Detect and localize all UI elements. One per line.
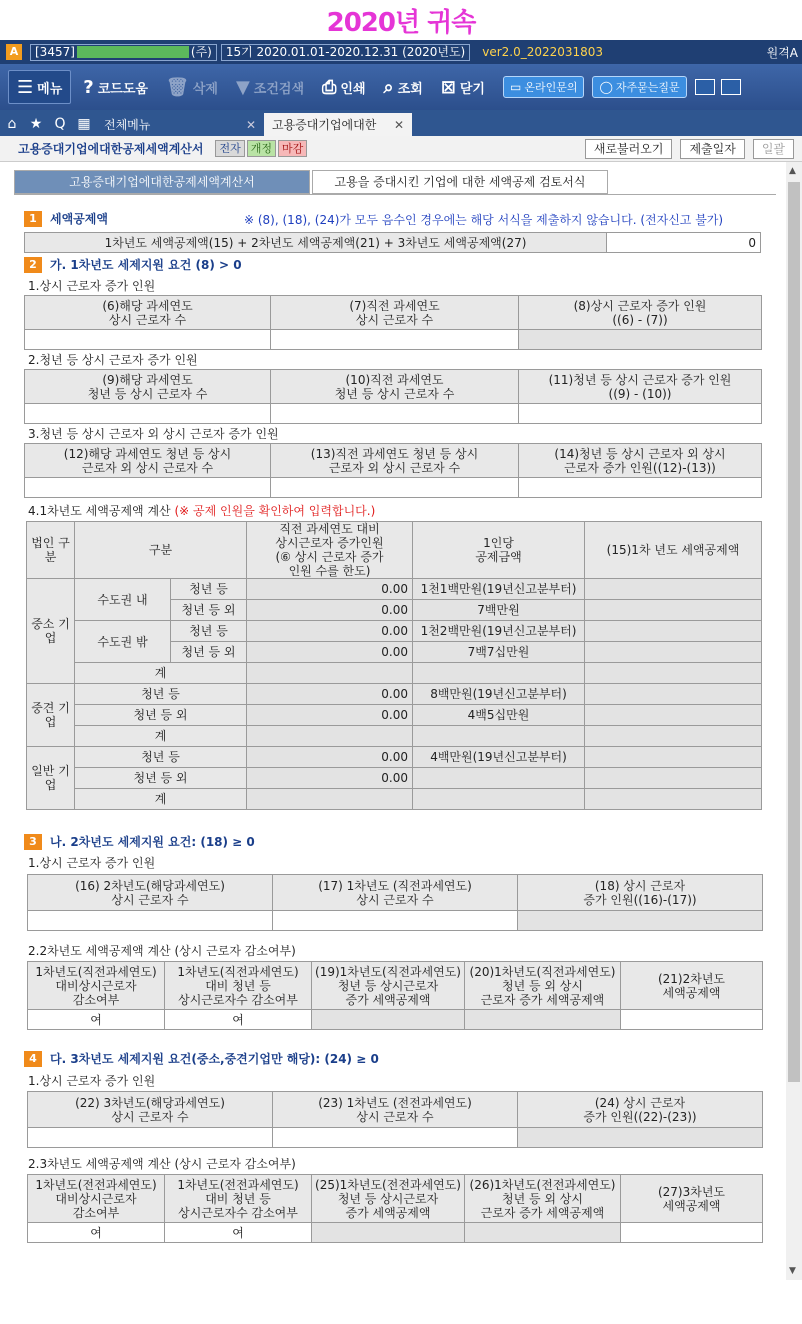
hdr-corp-type: 법인 구분 bbox=[27, 522, 75, 579]
section-2-title: 가. 1차년도 세제지원 요건 (8) > 0 bbox=[50, 258, 242, 272]
amt-general-other bbox=[413, 768, 585, 789]
hdr-category: 구분 bbox=[75, 522, 247, 579]
credit-sme-out-other bbox=[585, 642, 762, 663]
row-metro-in: 수도권 내 bbox=[75, 579, 171, 621]
field-11 bbox=[519, 404, 762, 424]
hamburger-icon: ☰ bbox=[17, 76, 34, 98]
col-14-line1: (14)청년 등 상시 근로자 외 상시 bbox=[554, 446, 726, 461]
sec2-sub4-note: (※ 공제 인원을 확인하여 입력합니다.) bbox=[174, 504, 376, 518]
search-icon: ⌕ bbox=[383, 76, 394, 98]
year-banner bbox=[0, 0, 802, 40]
field-23[interactable] bbox=[273, 1128, 518, 1148]
hdr-y3-decrease-3: 감소여부 bbox=[72, 1205, 120, 1220]
col-16-line2: 상시 근로자 수 bbox=[111, 892, 189, 907]
col-8-header bbox=[519, 296, 762, 330]
amt-mid-total bbox=[413, 726, 585, 747]
col-7-header bbox=[271, 296, 519, 330]
hdr-y2-decrease-3: 감소여부 bbox=[72, 992, 120, 1007]
delete-button[interactable] bbox=[166, 77, 218, 98]
home-icon[interactable]: ⌂ bbox=[7, 116, 17, 132]
hdr-21 bbox=[621, 962, 763, 1010]
funnel-icon: ▼ bbox=[235, 76, 250, 98]
sec2-sub2-table bbox=[24, 369, 762, 424]
col-8-line1: (8)상시 근로자 증가 인원 bbox=[573, 298, 707, 313]
hdr-y2-youth-decrease-3: 상시근로자수 감소여부 bbox=[178, 992, 298, 1007]
hdr-25-3: 증가 세액공제액 bbox=[345, 1205, 431, 1220]
field-22[interactable] bbox=[28, 1128, 273, 1148]
val-mid-other[interactable]: 0.00 bbox=[247, 705, 413, 726]
credit-mid-total bbox=[585, 726, 762, 747]
remote-text[interactable]: 원격A bbox=[766, 45, 798, 60]
sec3-sub1-label: 1.상시 근로자 증가 인원 bbox=[28, 856, 156, 870]
row-mid: 중견 기업 bbox=[27, 684, 75, 747]
year-banner-text: 2020년 귀속 bbox=[326, 7, 476, 38]
hdr-amount-2: 공제금액 bbox=[475, 550, 522, 564]
question-icon: ? bbox=[83, 76, 94, 98]
col-18-header bbox=[518, 875, 763, 911]
row-general: 일반 기업 bbox=[27, 747, 75, 810]
row-general-total: 계 bbox=[75, 789, 247, 810]
hdr-y2-decrease-1: 1차년도(직전과세연도) bbox=[35, 964, 157, 979]
badge-closed: 마감 bbox=[278, 140, 307, 157]
amt-general-youth: 4백만원(19년신고분부터) bbox=[413, 747, 585, 768]
amt-general-total bbox=[413, 789, 585, 810]
hdr-26 bbox=[465, 1175, 621, 1223]
val-general-other[interactable]: 0.00 bbox=[247, 768, 413, 789]
hdr-19 bbox=[312, 962, 465, 1010]
hdr-25 bbox=[312, 1175, 465, 1223]
submit-date-button[interactable]: 제출일자 bbox=[680, 139, 744, 159]
hdr-27-1: (27)3차년도 bbox=[657, 1184, 726, 1199]
sec2-sub3-table bbox=[24, 443, 762, 498]
col-12-line2: 근로자 외 상시 근로자 수 bbox=[81, 460, 214, 475]
version-text: ver2.0_2022031803 bbox=[482, 45, 604, 59]
sec4-sub1-label: 1.상시 근로자 증가 인원 bbox=[28, 1074, 156, 1088]
val-sme-out-youth[interactable]: 0.00 bbox=[247, 621, 413, 642]
layout-toggle-2-icon[interactable] bbox=[721, 79, 741, 95]
sec2-sub4-label bbox=[28, 502, 375, 519]
row-general-other: 청년 등 외 bbox=[75, 768, 247, 789]
hdr-increase-3: (⑥ 상시 근로자 증가 bbox=[275, 550, 384, 564]
col-13-header bbox=[271, 444, 519, 478]
faq-button[interactable] bbox=[592, 76, 686, 98]
credit-general-total bbox=[585, 789, 762, 810]
faq-label: 자주묻는질문 bbox=[615, 81, 680, 94]
col-6-line1: (6)해당 과세연도 bbox=[102, 298, 193, 313]
hdr-20-1: (20)1차년도(직전과세연도) bbox=[469, 964, 616, 979]
search-tab-icon[interactable]: Q bbox=[54, 116, 66, 132]
section-4-title: 다. 3차년도 세제지원 요건(중소,중견기업만 해당): (24) ≥ 0 bbox=[50, 1052, 379, 1066]
hdr-amount-1: 1인당 bbox=[483, 536, 514, 550]
hdr-credit-15: (15)1차 년도 세액공제액 bbox=[585, 522, 762, 579]
close-active-tab-icon[interactable]: ✕ bbox=[393, 117, 404, 132]
menu-button[interactable] bbox=[8, 70, 71, 104]
col-12-header bbox=[25, 444, 271, 478]
col-18-line1: (18) 상시 근로자 bbox=[594, 878, 686, 893]
col-22-header bbox=[28, 1092, 273, 1128]
val-sme-in-youth[interactable]: 0.00 bbox=[247, 579, 413, 600]
amt-sme-out-other: 7백7십만원 bbox=[413, 642, 585, 663]
hdr-19-2: 청년 등 상시근로자 bbox=[337, 978, 439, 993]
hdr-y2-decrease bbox=[28, 962, 165, 1010]
tab-all-menu[interactable] bbox=[96, 113, 264, 136]
row-sme-out-youth: 청년 등 bbox=[171, 621, 247, 642]
section-1-title: 세액공제액 bbox=[50, 212, 108, 226]
y2-youth-decrease-select[interactable]: 여 bbox=[165, 1010, 312, 1030]
tab-bar bbox=[0, 110, 802, 136]
field-18 bbox=[518, 911, 763, 931]
field-10[interactable] bbox=[271, 404, 519, 424]
hdr-y3-youth-decrease-3: 상시근로자수 감소여부 bbox=[178, 1205, 298, 1220]
row-sme-out-other: 청년 등 외 bbox=[171, 642, 247, 663]
title-bar bbox=[0, 40, 802, 64]
hdr-y3-decrease-1: 1차년도(전전과세연도) bbox=[35, 1177, 157, 1192]
first-year-credit-table bbox=[26, 521, 762, 810]
hdr-y2-youth-decrease bbox=[165, 962, 312, 1010]
hdr-21-1: (21)2차년도 bbox=[657, 971, 726, 986]
section-1-table bbox=[24, 232, 761, 253]
sec4-sub1-table bbox=[27, 1091, 763, 1148]
field-13[interactable] bbox=[271, 478, 519, 498]
section-3-title: 나. 2차년도 세제지원 요건: (18) ≥ 0 bbox=[50, 835, 255, 849]
col-10-line2: 청년 등 상시 근로자 수 bbox=[334, 386, 455, 401]
hdr-27-2: 세액공제액 bbox=[662, 1198, 721, 1213]
col-16-line1: (16) 2차년도(해당과세연도) bbox=[75, 878, 225, 893]
col-22-line1: (22) 3차년도(해당과세연도) bbox=[75, 1095, 225, 1110]
tab-divider bbox=[14, 194, 776, 195]
col-24-header bbox=[518, 1092, 763, 1128]
search-button[interactable] bbox=[384, 77, 423, 98]
close-button[interactable] bbox=[441, 77, 485, 98]
row-mid-total: 계 bbox=[75, 726, 247, 747]
val-sme-out-other[interactable]: 0.00 bbox=[247, 642, 413, 663]
hdr-26-3: 근로자 증가 세액공제액 bbox=[480, 1205, 605, 1220]
col-9-line2: 청년 등 상시 근로자 수 bbox=[87, 386, 208, 401]
badge-revised: 개정 bbox=[247, 140, 276, 157]
hdr-19-3: 증가 세액공제액 bbox=[345, 992, 431, 1007]
row-sme-in-other: 청년 등 외 bbox=[171, 600, 247, 621]
row-mid-youth: 청년 등 bbox=[75, 684, 247, 705]
col-14-header bbox=[519, 444, 762, 478]
col-6-header bbox=[25, 296, 271, 330]
amt-mid-youth: 8백만원(19년신고분부터) bbox=[413, 684, 585, 705]
section-1-note: ※ (8), (18), (24)가 모두 음수인 경우에는 해당 서식을 제출하지 않습니다. (전자신고 불가) bbox=[244, 213, 724, 227]
filter-label: 조건검색 bbox=[253, 81, 305, 97]
col-23-header bbox=[273, 1092, 518, 1128]
company-box[interactable] bbox=[30, 44, 217, 61]
field-21 bbox=[621, 1010, 763, 1030]
search-label: 조회 bbox=[397, 81, 423, 97]
col-13-line1: (13)직전 과세연도 청년 등 상시 bbox=[310, 446, 479, 461]
sec4-sub2-label: 2.3차년도 세액공제액 계산 (상시 근로자 감소여부) bbox=[28, 1157, 296, 1171]
sec3-sub1-table bbox=[27, 874, 763, 931]
section-4-number: 4 bbox=[24, 1051, 42, 1067]
col-7-line1: (7)직전 과세연도 bbox=[349, 298, 440, 313]
hdr-26-2: 청년 등 외 상시 bbox=[502, 1191, 583, 1206]
col-11-line2: ((9) - (10)) bbox=[608, 386, 672, 401]
row-sme: 중소 기업 bbox=[27, 579, 75, 684]
field-27 bbox=[621, 1223, 763, 1243]
col-17-line1: (17) 1차년도 (직전과세연도) bbox=[318, 878, 472, 893]
val-mid-total bbox=[247, 726, 413, 747]
val-mid-youth[interactable]: 0.00 bbox=[247, 684, 413, 705]
print-label: 인쇄 bbox=[340, 81, 366, 97]
hdr-y3-youth-decrease-2: 대비 청년 등 bbox=[205, 1191, 271, 1206]
batch-button[interactable]: 일괄 bbox=[753, 139, 794, 159]
val-sme-in-other[interactable]: 0.00 bbox=[247, 600, 413, 621]
hdr-20 bbox=[465, 962, 621, 1010]
period-box[interactable] bbox=[221, 44, 470, 61]
company-code: [3457] bbox=[35, 44, 75, 59]
menu-label: 메뉴 bbox=[37, 81, 63, 97]
section-1-number: 1 bbox=[24, 211, 42, 227]
hdr-20-2: 청년 등 외 상시 bbox=[502, 978, 583, 993]
credit-general-other bbox=[585, 768, 762, 789]
form-tab-calc[interactable]: 고용증대기업에대한공제세액계산서 bbox=[14, 170, 310, 194]
col-24-line1: (24) 상시 근로자 bbox=[594, 1095, 686, 1110]
col-14-line2: 근로자 증가 인원((12)-(13)) bbox=[564, 460, 716, 475]
field-25 bbox=[312, 1223, 465, 1243]
section-1-header bbox=[24, 210, 108, 227]
hdr-increase bbox=[247, 522, 413, 579]
form-header bbox=[0, 136, 802, 162]
credit-sme-in-youth bbox=[585, 579, 762, 600]
total-credit-value[interactable]: 0 bbox=[607, 233, 761, 253]
field-14 bbox=[519, 478, 762, 498]
section-3-number: 3 bbox=[24, 834, 42, 850]
hdr-21-2: 세액공제액 bbox=[662, 985, 721, 1000]
col-6-line2: 상시 근로자 수 bbox=[108, 312, 187, 327]
col-24-line2: 증가 인원((22)-(23)) bbox=[583, 1109, 697, 1124]
online-inquiry-button[interactable] bbox=[503, 76, 584, 98]
help-label: 코드도움 bbox=[97, 81, 148, 97]
section-3-header bbox=[24, 833, 255, 850]
tab-employment-increase[interactable] bbox=[264, 113, 412, 136]
col-7-line2: 상시 근로자 수 bbox=[355, 312, 434, 327]
section-4-header bbox=[24, 1050, 379, 1067]
hdr-27 bbox=[621, 1175, 763, 1223]
credit-sme-in-other bbox=[585, 600, 762, 621]
row-metro-out: 수도권 밖 bbox=[75, 621, 171, 663]
field-6[interactable] bbox=[25, 330, 271, 350]
credit-sme-total bbox=[585, 663, 762, 684]
hdr-25-1: (25)1차년도(전전과세연도) bbox=[315, 1177, 461, 1192]
reload-button[interactable]: 새로불러오기 bbox=[585, 139, 673, 159]
amt-sme-in-youth: 1천1백만원(19년신고분부터) bbox=[413, 579, 585, 600]
badge-electronic: 전자 bbox=[215, 140, 244, 157]
val-general-youth[interactable]: 0.00 bbox=[247, 747, 413, 768]
sec2-sub3-label: 3.청년 등 상시 근로자 외 상시 근로자 증가 인원 bbox=[28, 427, 279, 441]
col-10-header bbox=[271, 370, 519, 404]
hdr-y3-youth-decrease bbox=[165, 1175, 312, 1223]
close-label: 닫기 bbox=[459, 81, 485, 97]
field-20 bbox=[465, 1010, 621, 1030]
field-26 bbox=[465, 1223, 621, 1243]
field-12[interactable] bbox=[25, 478, 271, 498]
print-button[interactable] bbox=[322, 77, 366, 98]
col-11-header bbox=[519, 370, 762, 404]
hdr-19-1: (19)1차년도(직전과세연도) bbox=[315, 964, 461, 979]
field-9[interactable] bbox=[25, 404, 271, 424]
vertical-scrollbar[interactable] bbox=[786, 162, 802, 1280]
hdr-20-3: 근로자 증가 세액공제액 bbox=[480, 992, 605, 1007]
chat-bubble-icon: ◯ bbox=[599, 80, 613, 94]
col-18-line2: 증가 인원((16)-(17)) bbox=[583, 892, 697, 907]
calendar-icon[interactable]: ▦ bbox=[77, 116, 91, 132]
hdr-y3-youth-decrease-1: 1차년도(전전과세연도) bbox=[177, 1177, 299, 1192]
credit-sme-out-youth bbox=[585, 621, 762, 642]
app-icon: A bbox=[6, 44, 22, 60]
main-toolbar bbox=[0, 64, 802, 110]
form-content bbox=[0, 162, 786, 1280]
scroll-down-icon[interactable]: ▼ bbox=[789, 1266, 796, 1276]
hdr-25-2: 청년 등 상시근로자 bbox=[337, 1191, 439, 1206]
col-9-line1: (9)해당 과세연도 bbox=[102, 372, 193, 387]
hdr-y2-decrease-2: 대비상시근로자 bbox=[55, 978, 137, 993]
col-23-line1: (23) 1차년도 (전전과세연도) bbox=[318, 1095, 472, 1110]
col-8-line2: ((6) - (7)) bbox=[612, 312, 668, 327]
hdr-increase-1: 직전 과세연도 대비 bbox=[279, 522, 380, 536]
col-10-line1: (10)직전 과세연도 bbox=[345, 372, 444, 387]
tab-all-menu-label: 전체메뉴 bbox=[104, 117, 151, 132]
hdr-amount bbox=[413, 522, 585, 579]
col-17-header bbox=[273, 875, 518, 911]
layout-toggle-1-icon[interactable] bbox=[695, 79, 715, 95]
field-8 bbox=[519, 330, 762, 350]
field-7[interactable] bbox=[271, 330, 519, 350]
row-sme-total: 계 bbox=[75, 663, 247, 684]
col-16-header bbox=[28, 875, 273, 911]
val-general-total bbox=[247, 789, 413, 810]
sec3-sub2-label: 2.2차년도 세액공제액 계산 (상시 근로자 감소여부) bbox=[28, 944, 296, 958]
row-general-youth: 청년 등 bbox=[75, 747, 247, 768]
scrollbar-thumb[interactable] bbox=[788, 182, 800, 1082]
hdr-increase-4: 인원 수를 한도) bbox=[288, 564, 371, 578]
sec4-sub2-table bbox=[27, 1174, 763, 1243]
hdr-y3-decrease bbox=[28, 1175, 165, 1223]
row-mid-other: 청년 등 외 bbox=[75, 705, 247, 726]
amt-sme-total bbox=[413, 663, 585, 684]
tab-active-label: 고용증대기업에대한 bbox=[272, 117, 377, 132]
sec2-sub2-label: 2.청년 등 상시 근로자 증가 인원 bbox=[28, 353, 198, 367]
field-16[interactable] bbox=[28, 911, 273, 931]
sec2-sub4-text: 4.1차년도 세액공제액 계산 bbox=[28, 504, 171, 518]
hdr-y2-youth-decrease-2: 대비 청년 등 bbox=[205, 978, 271, 993]
section-2-header bbox=[24, 256, 242, 273]
online-label: 온라인문의 bbox=[524, 81, 578, 94]
corp-suffix: (주) bbox=[190, 44, 212, 59]
sec2-sub1-table bbox=[24, 295, 762, 350]
credit-formula-label: 1차년도 세액공제액(15) + 2차년도 세액공제액(21) + 3차년도 세액공제액(27) bbox=[25, 233, 607, 253]
y3-youth-decrease-select[interactable]: 여 bbox=[165, 1223, 312, 1243]
monitor-icon: ▭ bbox=[509, 80, 522, 94]
form-title: 고용증대기업에대한공제세액계산서 bbox=[18, 142, 204, 156]
col-13-line2: 근로자 외 상시 근로자 수 bbox=[328, 460, 461, 475]
trash-icon: 🗑 bbox=[165, 76, 189, 98]
sec3-sub2-table bbox=[27, 961, 763, 1030]
val-sme-total bbox=[247, 663, 413, 684]
credit-general-youth bbox=[585, 747, 762, 768]
col-11-line1: (11)청년 등 상시 근로자 증가 인원 bbox=[548, 372, 732, 387]
field-19 bbox=[312, 1010, 465, 1030]
col-9-header bbox=[25, 370, 271, 404]
amt-mid-other: 4백5십만원 bbox=[413, 705, 585, 726]
section-2-number: 2 bbox=[24, 257, 42, 273]
field-17[interactable] bbox=[273, 911, 518, 931]
help-button[interactable] bbox=[83, 77, 148, 98]
delete-label: 삭제 bbox=[192, 81, 218, 97]
col-22-line2: 상시 근로자 수 bbox=[111, 1109, 189, 1124]
amt-sme-out-youth: 1천2백만원(19년신고분부터) bbox=[413, 621, 585, 642]
close-icon: ⊠ bbox=[440, 76, 456, 98]
amt-sme-in-other: 7백만원 bbox=[413, 600, 585, 621]
year-label: (2020년도) bbox=[402, 44, 466, 59]
close-tab-icon[interactable]: ✕ bbox=[245, 117, 256, 132]
credit-mid-other bbox=[585, 705, 762, 726]
col-17-line2: 상시 근로자 수 bbox=[356, 892, 434, 907]
row-sme-in-youth: 청년 등 bbox=[171, 579, 247, 600]
period-text: 15기 2020.01.01-2020.12.31 bbox=[225, 44, 399, 59]
y2-decrease-select[interactable]: 여 bbox=[28, 1010, 165, 1030]
form-tab-review[interactable]: 고용을 증대시킨 기업에 대한 세액공제 검토서식 bbox=[312, 170, 608, 194]
star-icon[interactable]: ★ bbox=[29, 116, 43, 132]
col-12-line1: (12)해당 과세연도 청년 등 상시 bbox=[63, 446, 232, 461]
company-name-redacted bbox=[77, 46, 189, 58]
hdr-y3-decrease-2: 대비상시근로자 bbox=[55, 1191, 137, 1206]
printer-icon: ⎙ bbox=[322, 76, 337, 98]
hdr-26-1: (26)1차년도(전전과세연도) bbox=[469, 1177, 616, 1192]
hdr-increase-2: 상시근로자 증가인원 bbox=[275, 536, 384, 550]
hdr-y2-youth-decrease-1: 1차년도(직전과세연도) bbox=[177, 964, 299, 979]
filter-button[interactable] bbox=[236, 77, 304, 98]
credit-mid-youth bbox=[585, 684, 762, 705]
y3-decrease-select[interactable]: 여 bbox=[28, 1223, 165, 1243]
field-24 bbox=[518, 1128, 763, 1148]
sec2-sub1-label: 1.상시 근로자 증가 인원 bbox=[28, 279, 156, 293]
scroll-up-icon[interactable]: ▲ bbox=[789, 166, 796, 176]
col-23-line2: 상시 근로자 수 bbox=[356, 1109, 434, 1124]
